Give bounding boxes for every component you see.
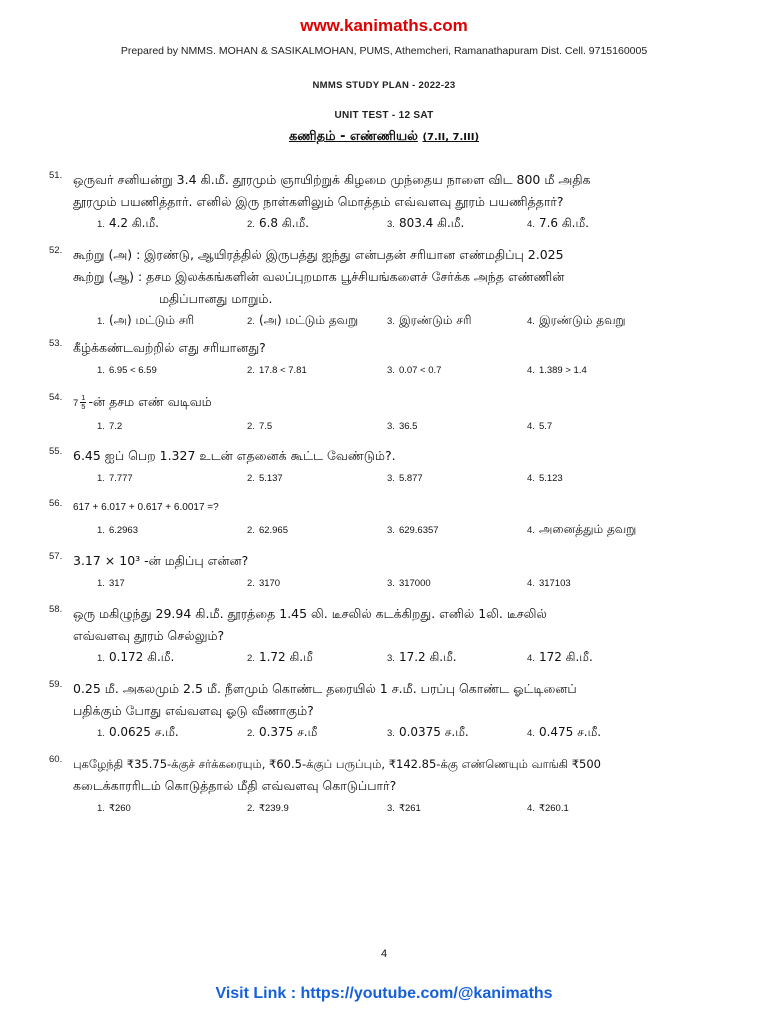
option-3: 3. ₹261 bbox=[387, 803, 421, 814]
question-57 bbox=[49, 550, 713, 595]
option-3: 3. 36.5 bbox=[387, 421, 418, 432]
question-text: கடைக்காரரிடம் கொடுத்தால் மீதி எவ்வளவு கொடுப்பார்? bbox=[73, 778, 397, 793]
option-2: 2. 1.72 கி.மீ bbox=[247, 650, 313, 664]
question-text: புகழேந்தி ₹35.75-க்குச் சர்க்கரையும், ₹60.5-க்குப் பருப்பும், ₹142.85-க்கு எண்ணெயும் வாங்கி ₹500 bbox=[73, 757, 601, 771]
question-text: 617 + 6.017 + 0.617 + 6.0017 =? bbox=[73, 502, 219, 513]
options bbox=[73, 418, 713, 438]
option-3: 3. 803.4 கி.மீ. bbox=[387, 216, 465, 230]
question-text: 3.17 × 10³ -ன் மதிப்பு என்ன? bbox=[73, 553, 249, 568]
website-header: www.kanimaths.com bbox=[300, 16, 468, 35]
option-4: 4. இரண்டும் தவறு bbox=[527, 313, 626, 327]
question-55 bbox=[49, 445, 713, 490]
page-number: 4 bbox=[380, 948, 388, 960]
option-1: 1. 0.0625 ச.மீ. bbox=[97, 725, 179, 739]
question-number: 57. bbox=[49, 551, 63, 562]
option-3: 3. 629.6357 bbox=[387, 525, 439, 536]
question-text: கூற்று (அ) : இரண்டு, ஆயிரத்தில் இருபத்து ஐந்து என்பதன் சரியான எண்மதிப்பு 2.025 bbox=[73, 247, 564, 262]
question-51 bbox=[49, 169, 713, 236]
question-text: ஒருவர் சனியன்று 3.4 கி.மீ. தூரமும் ஞாயிற்றுக் கிழமை முந்தைய நாளை விட 800 மீ அதிக bbox=[73, 172, 591, 187]
question-number: 60. bbox=[49, 754, 63, 765]
option-4: 4. 5.7 bbox=[527, 421, 553, 432]
option-3: 3. 0.07 < 0.7 bbox=[387, 365, 442, 376]
option-1: 1. ₹260 bbox=[97, 803, 131, 814]
option-1: 1. 317 bbox=[97, 578, 125, 589]
options bbox=[73, 575, 713, 595]
option-3: 3. 317000 bbox=[387, 578, 431, 589]
option-4: 4. 7.6 கி.மீ. bbox=[527, 216, 589, 230]
question-text: கூற்று (ஆ) : தசம இலக்கங்களின் வலப்புறமாக பூச்சியங்களைச் சேர்க்க அந்த எண்ணின் bbox=[73, 269, 565, 284]
option-2: 2. ₹239.9 bbox=[247, 803, 289, 814]
option-4: 4. 317103 bbox=[527, 578, 571, 589]
options bbox=[73, 725, 713, 745]
option-3: 3. 17.2 கி.மீ. bbox=[387, 650, 457, 664]
question-text: 0.25 மீ. அகலமும் 2.5 மீ. நீளமும் கொண்ட தரையில் 1 ச.மீ. பரப்பு கொண்ட ஓட்டினைப் bbox=[73, 681, 577, 696]
option-2: 2. 7.5 bbox=[247, 421, 273, 432]
option-2: 2. 5.137 bbox=[247, 473, 283, 484]
question-58 bbox=[49, 603, 713, 670]
question-text bbox=[73, 391, 713, 415]
option-3: 3. 5.877 bbox=[387, 473, 423, 484]
options bbox=[73, 470, 713, 490]
option-1: 1. 6.95 < 6.59 bbox=[97, 365, 157, 376]
question-number: 54. bbox=[49, 392, 63, 403]
options bbox=[73, 313, 713, 333]
option-4: 4. ₹260.1 bbox=[527, 803, 569, 814]
question-number: 52. bbox=[49, 245, 63, 256]
option-3: 3. இரண்டும் சரி bbox=[387, 313, 472, 327]
prepared-by-line: Prepared by NMMS. MOHAN & SASIKALMOHAN, PUMS, Athemcheri, Ramanathapuram Dist. Cell. 9715160005 bbox=[120, 45, 648, 57]
question-number: 53. bbox=[49, 338, 63, 349]
question-text: பதிக்கும் போது எவ்வளவு ஓடு வீணாகும்? bbox=[73, 703, 314, 718]
option-2: 2. (அ) மட்டும் தவறு bbox=[247, 313, 359, 327]
option-1: 1. 0.172 கி.மீ. bbox=[97, 650, 175, 664]
question-text: மதிப்பானது மாறும். bbox=[159, 291, 273, 306]
option-1: 1. 7.2 bbox=[97, 421, 123, 432]
option-3: 3. 0.0375 ச.மீ. bbox=[387, 725, 469, 739]
option-1: 1. 4.2 கி.மீ. bbox=[97, 216, 159, 230]
option-1: 1. (அ) மட்டும் சரி bbox=[97, 313, 195, 327]
subject-heading bbox=[0, 129, 768, 145]
option-2: 2. 17.8 < 7.81 bbox=[247, 365, 307, 376]
question-number: 56. bbox=[49, 498, 63, 509]
question-text: எவ்வளவு தூரம் செல்லும்? bbox=[73, 628, 225, 643]
options bbox=[73, 216, 713, 236]
question-53 bbox=[49, 337, 713, 382]
visit-link[interactable]: Visit Link : https://youtube.com/@kanimaths bbox=[215, 985, 553, 1002]
question-56 bbox=[49, 497, 713, 542]
question-text: தூரமும் பயணித்தார். எனில் இரு நாள்களிலும் மொத்தம் எவ்வளவு தூரம் பயணித்தார்? bbox=[73, 194, 564, 209]
options bbox=[73, 800, 713, 820]
question-54 bbox=[49, 391, 713, 438]
subject-codes: (7.II, 7.III) bbox=[422, 132, 480, 143]
option-4: 4. 1.389 > 1.4 bbox=[527, 365, 587, 376]
unit-test-title: UNIT TEST - 12 SAT bbox=[334, 110, 434, 121]
options bbox=[73, 650, 713, 670]
question-number: 59. bbox=[49, 679, 63, 690]
question-number: 58. bbox=[49, 604, 63, 615]
option-1: 1. 7.777 bbox=[97, 473, 133, 484]
option-2: 2. 62.965 bbox=[247, 525, 288, 536]
option-2: 2. 6.8 கி.மீ. bbox=[247, 216, 309, 230]
question-text: ஒரு மகிழுந்து 29.94 கி.மீ. தூரத்தை 1.45 லி. டீசலில் கடக்கிறது. எனில் 1லி. டீசலில் bbox=[73, 606, 547, 621]
question-59 bbox=[49, 678, 713, 745]
options bbox=[73, 522, 713, 542]
options bbox=[73, 362, 713, 382]
option-4: 4. அனைத்தும் தவறு bbox=[527, 522, 637, 536]
question-number: 55. bbox=[49, 446, 63, 457]
option-1: 1. 6.2963 bbox=[97, 525, 138, 536]
mixed-whole: 7 bbox=[73, 398, 79, 409]
fraction: $\frac{1}{5}$ bbox=[81, 393, 86, 411]
option-2: 2. 0.375 ச.மீ bbox=[247, 725, 318, 739]
question-text: 6.45 ஐப் பெற 1.327 உடன் எதனைக் கூட்ட வேண்டும்?. bbox=[73, 448, 396, 463]
question-60 bbox=[49, 753, 713, 820]
question-number: 51. bbox=[49, 170, 63, 181]
study-plan-title: NMMS STUDY PLAN - 2022-23 bbox=[312, 80, 456, 91]
option-2: 2. 3170 bbox=[247, 578, 281, 589]
option-4: 4. 5.123 bbox=[527, 473, 563, 484]
question-text: கீழ்க்கண்டவற்றில் எது சரியானது? bbox=[73, 340, 266, 355]
option-4: 4. 0.475 ச.மீ. bbox=[527, 725, 602, 739]
subject-tamil: கணிதம் - எண்ணியல் bbox=[288, 129, 418, 144]
option-4: 4. 172 கி.மீ. bbox=[527, 650, 593, 664]
question-text-rest: -ன் தசம எண் வடிவம் bbox=[88, 394, 212, 409]
question-52 bbox=[49, 244, 713, 333]
